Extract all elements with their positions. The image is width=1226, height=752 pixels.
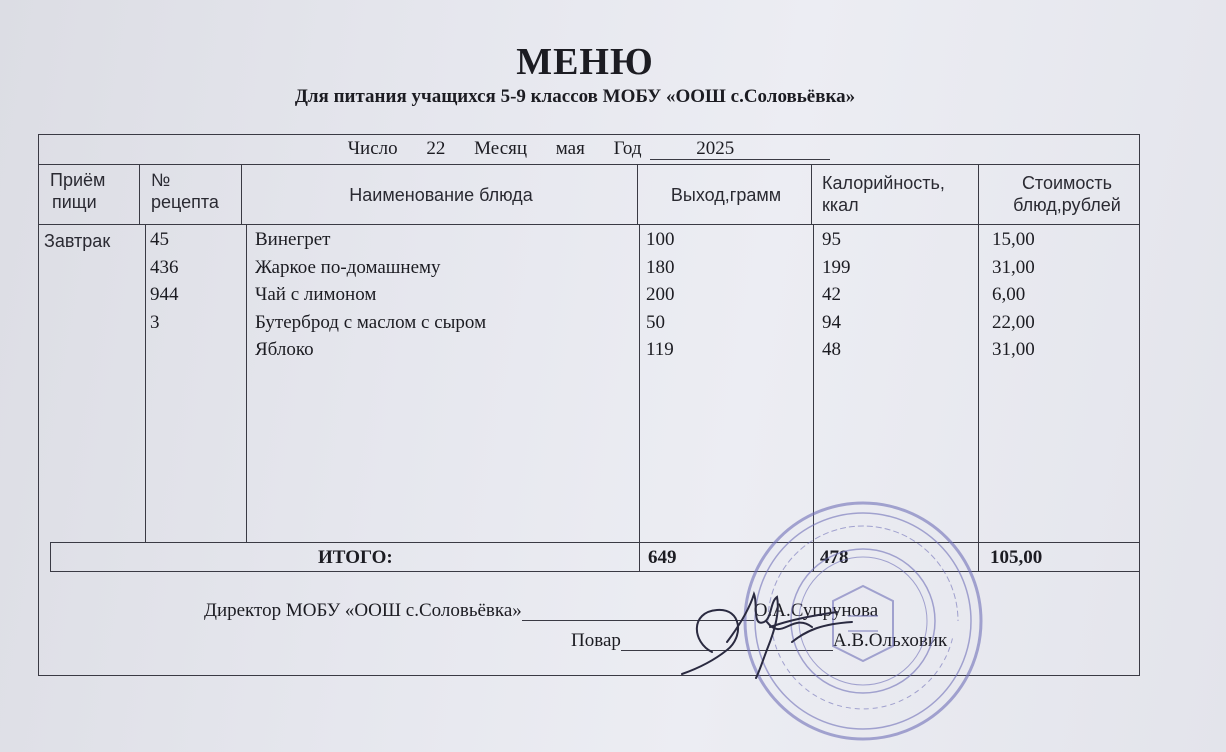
col-line-4-head: [811, 164, 812, 224]
header-dish: Наименование блюда: [349, 185, 533, 205]
col-line-3-head: [637, 164, 638, 224]
dish-cell: Яблоко: [255, 339, 314, 360]
calories-column: [822, 226, 851, 364]
header-cost: [982, 172, 1152, 216]
dish-cell: Винегрет: [255, 229, 331, 250]
meal-name: Завтрак: [44, 231, 111, 251]
total-calories: 478: [820, 547, 849, 568]
header-yield: Выход,грамм: [670, 185, 782, 205]
recipe-cell: 436: [150, 256, 179, 278]
calories-cell: 94: [822, 311, 841, 333]
col-line-1-body: [145, 224, 146, 542]
col-line-5-head: [978, 164, 979, 224]
calories-cell: 42: [822, 284, 841, 305]
dish-cell: Чай с лимоном: [255, 284, 377, 305]
cost-cell: 31,00: [992, 256, 1035, 278]
cost-cell: 15,00: [992, 229, 1035, 250]
month-label: Месяц: [474, 138, 528, 159]
header-meal-line1: Приём: [50, 170, 106, 190]
calories-cell: 95: [822, 229, 841, 250]
yield-cell: 200: [646, 284, 675, 305]
total-yield: 649: [648, 547, 677, 568]
col-line-2-head: [241, 164, 242, 224]
header-calories-line1: Калорийность,: [822, 173, 945, 193]
cost-cell: 22,00: [992, 311, 1035, 333]
col-line-1-head: [139, 164, 140, 224]
month-value: мая: [555, 138, 585, 159]
cook-label: Повар: [571, 630, 621, 651]
header-cost-line2: блюд,рублей: [1013, 195, 1121, 215]
recipe-cell: 45: [150, 229, 169, 250]
cost-column: [992, 226, 1035, 364]
recipe-cell: 3: [150, 311, 160, 333]
day-label: Число: [347, 138, 398, 159]
calories-cell: 48: [822, 339, 841, 360]
day-value: 22: [426, 138, 446, 159]
header-recipe: [148, 169, 240, 213]
cost-cell: 6,00: [992, 284, 1026, 305]
director-label: Директор МОБУ «ООШ с.Соловьёвка»: [204, 600, 522, 621]
header-calories: [822, 172, 978, 216]
yield-column: [646, 226, 675, 364]
year-underline: [650, 139, 696, 160]
recipe-column: [150, 226, 179, 336]
yield-cell: 180: [646, 256, 675, 278]
cook-name: А.В.Ольховик: [832, 630, 948, 651]
header-meal: [44, 169, 136, 213]
cost-cell: 31,00: [992, 339, 1035, 360]
yield-cell: 119: [646, 339, 674, 360]
total-label: ИТОГО:: [318, 547, 393, 568]
year-value: 2025: [696, 139, 830, 160]
director-name: О.А.Супрунова: [753, 600, 879, 621]
header-bottom-line: [38, 224, 1140, 225]
col-line-2-body: [246, 224, 247, 542]
header-recipe-line1: №: [151, 170, 171, 190]
header-recipe-line2: рецепта: [151, 192, 219, 212]
calories-cell: 199: [822, 256, 851, 278]
yield-cell: 50: [646, 311, 665, 333]
header-top-line: [38, 164, 1140, 165]
page-title: МЕНЮ: [516, 41, 654, 83]
col-line-3-body: [639, 224, 640, 572]
header-meal-line2: пищи: [52, 192, 97, 212]
year-label: Год: [613, 138, 642, 159]
dish-column: [255, 226, 486, 364]
yield-cell: 100: [646, 229, 675, 250]
page-subtitle: Для питания учащихся 5-9 классов МОБУ «ООШ с.Соловьёвка»: [294, 86, 856, 107]
header-cost-line1: Стоимость: [1021, 173, 1113, 193]
handwritten-signature: [672, 582, 862, 682]
total-cost: 105,00: [990, 547, 1043, 568]
dish-cell: Бутерброд с маслом с сыром: [255, 311, 487, 333]
header-calories-line2: ккал: [822, 195, 859, 215]
recipe-cell: 944: [150, 284, 179, 305]
total-left-line: [50, 542, 51, 572]
date-line: [38, 138, 1140, 164]
dish-cell: Жаркое по-домашнему: [255, 256, 441, 278]
